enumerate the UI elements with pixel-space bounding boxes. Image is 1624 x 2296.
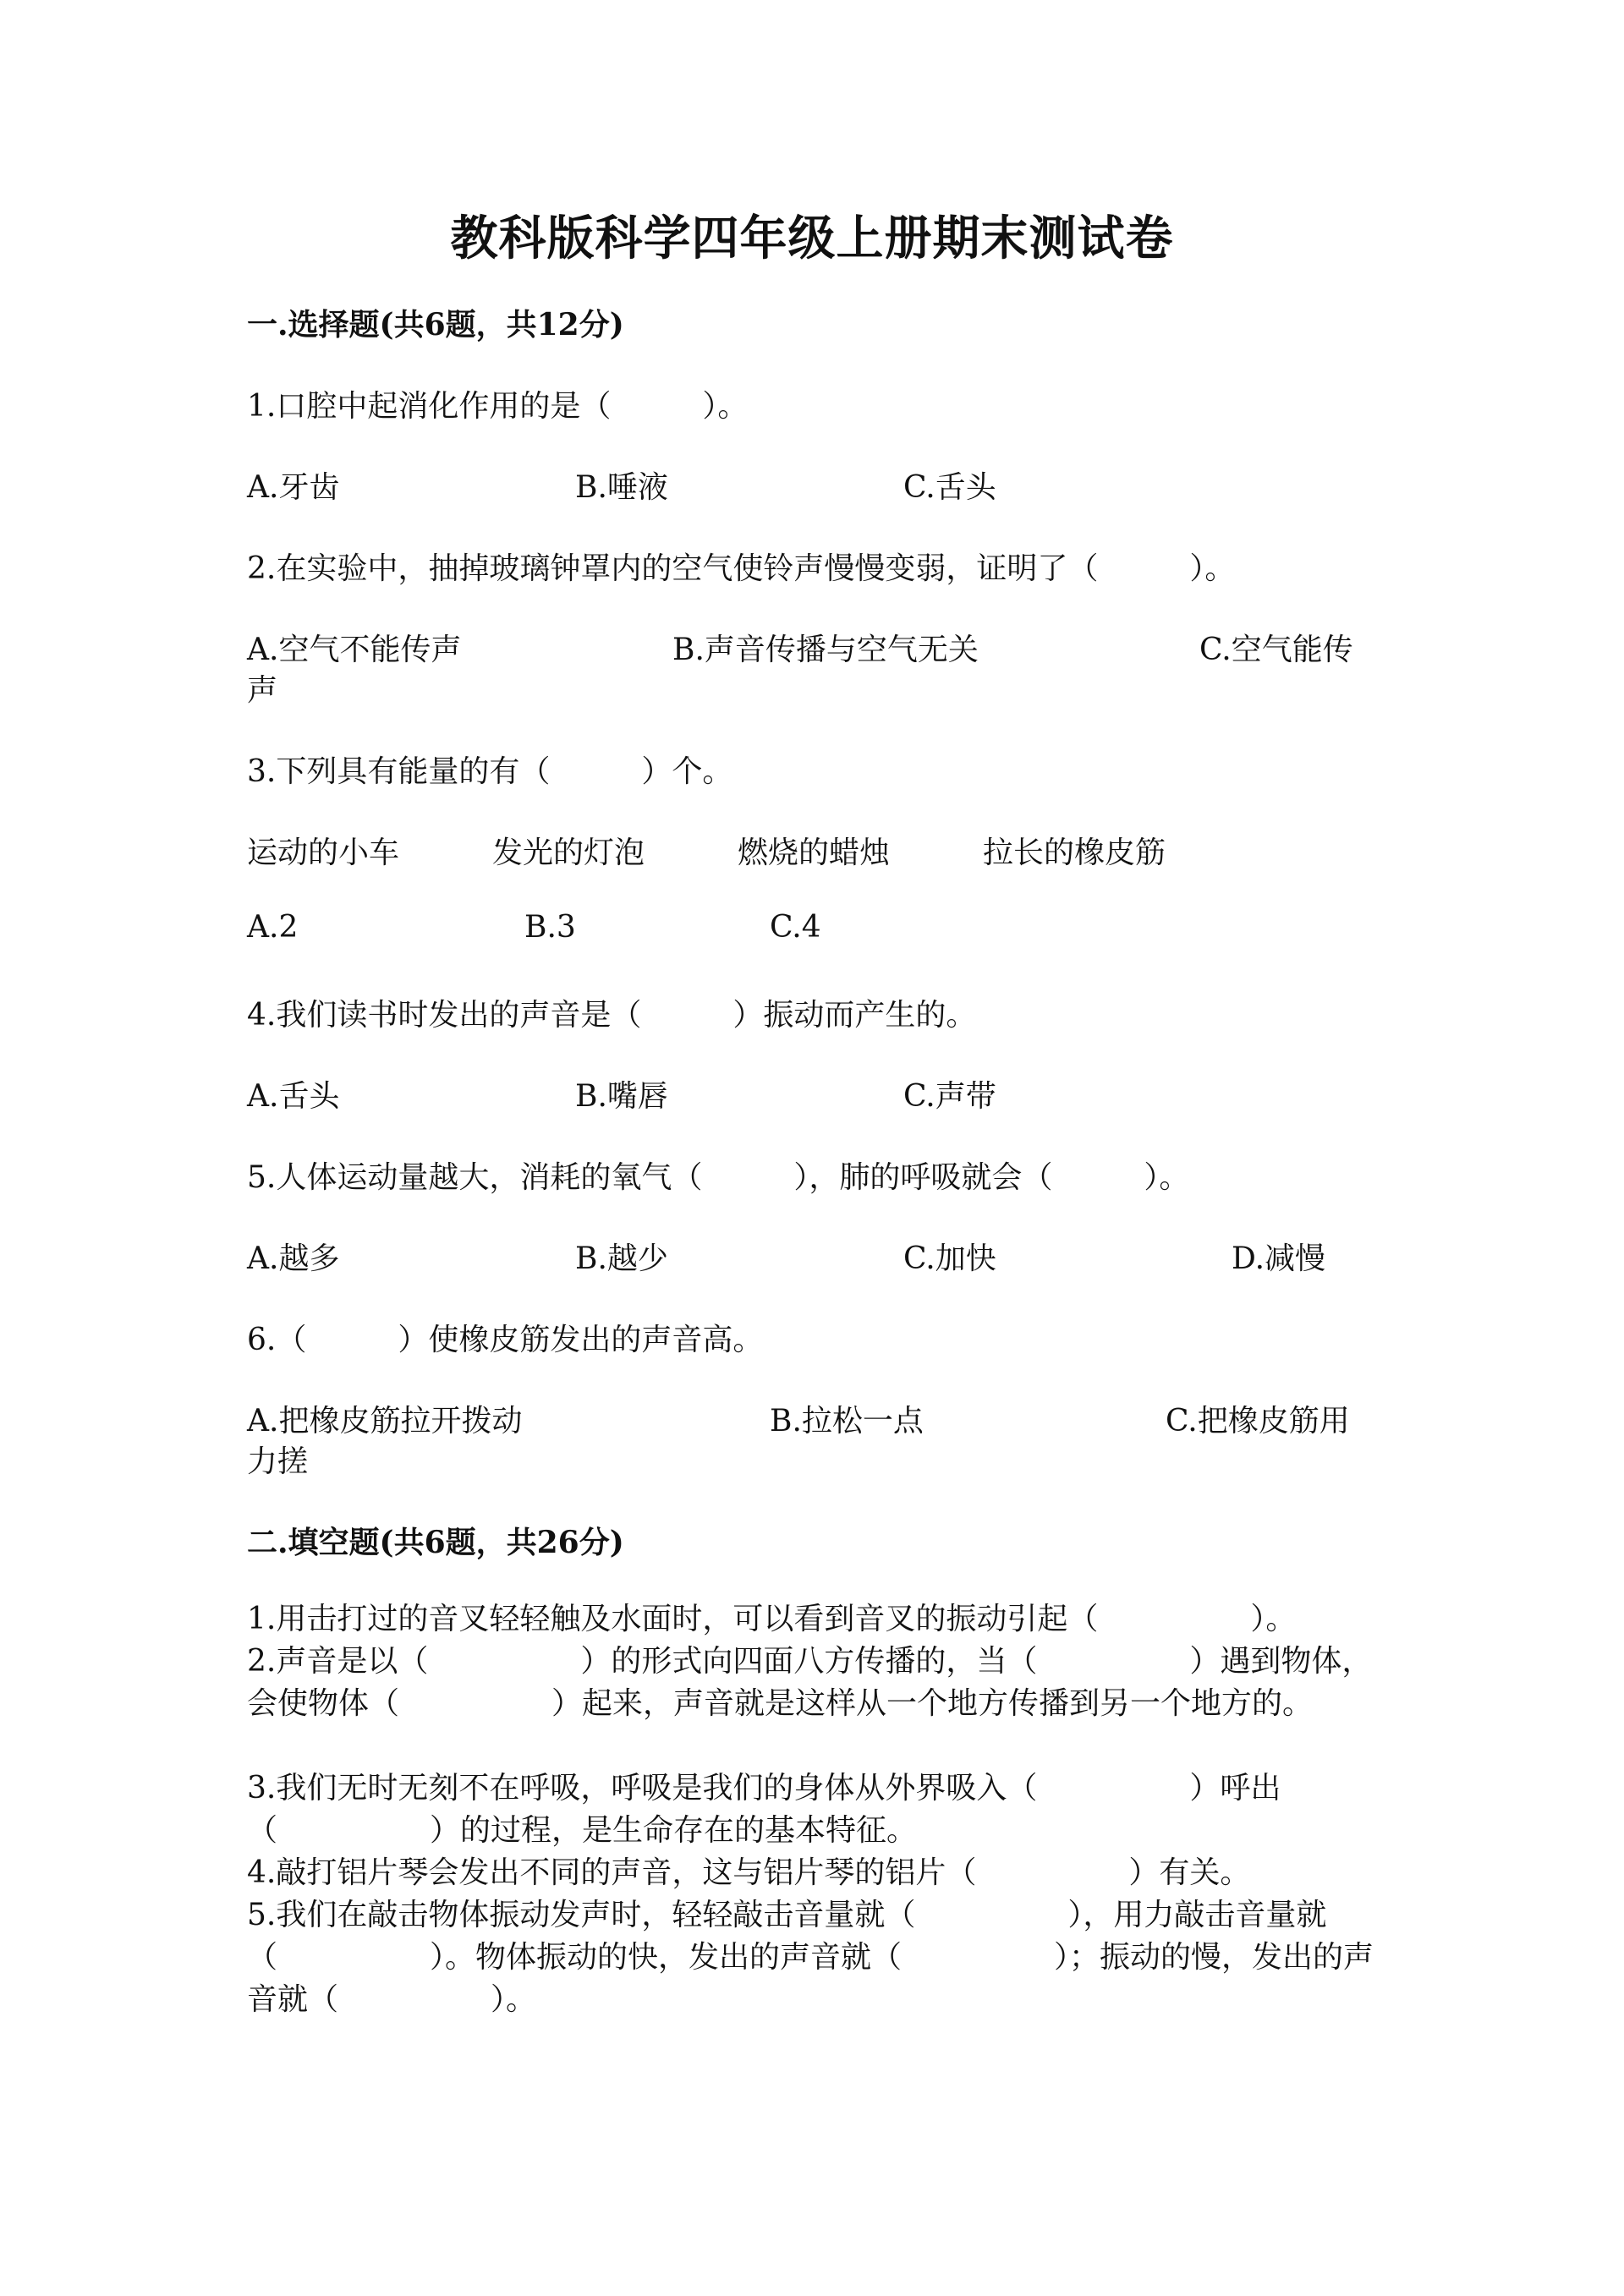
option-c: C.声带	[903, 1079, 996, 1114]
option-wrap-text: 力搓	[247, 1444, 309, 1479]
question-stem: 6.（ ）使橡皮筋发出的声音高。	[247, 1323, 764, 1357]
fill-question: 5.我们在敲击物体振动发声时，轻轻敲击音量就（ ），用力敲击音量就（ ）。物体振动的快，发出的声音就（ ）；振动的慢，发出的声音就（ ）。	[247, 1898, 1374, 2017]
section-heading-fill: 二.填空题(共6题，共26分)	[247, 1525, 624, 1560]
question-stem: 4.我们读书时发出的声音是（ ）振动而产生的。	[247, 998, 977, 1033]
question-stem: 1.口腔中起消化作用的是（ ）。	[247, 389, 749, 424]
option-c: C.加快	[903, 1241, 996, 1276]
page-title: 教科版科学四年级上册期末测试卷	[450, 211, 1174, 266]
option-b: B.拉松一点	[770, 1404, 924, 1438]
option-b: B.越少	[575, 1241, 668, 1276]
option-b: B.唾液	[575, 470, 668, 505]
option-wrap-text: 声	[247, 673, 278, 708]
question-stem: 2.在实验中，抽掉玻璃钟罩内的空气使铃声慢慢变弱，证明了（ ）。	[247, 551, 1236, 586]
fill-question: 3.我们无时无刻不在呼吸，呼吸是我们的身体从外界吸入（ ）呼出（ ）的过程，是生命存在的基本特征。	[247, 1771, 1281, 1848]
option-c: C.4	[770, 910, 821, 945]
fill-question: 2.声音是以（ ）的形式向四面八方传播的，当（ ）遇到物体，会使物体（ ）起来，声音就是这样从一个地方传播到另一个地方的。	[247, 1644, 1373, 1721]
question-stem: 3.下列具有能量的有（ ）个。	[247, 754, 733, 789]
list-item: 运动的小车	[247, 836, 400, 870]
list-item: 发光的灯泡	[492, 836, 645, 870]
fill-question: 4.敲打铝片琴会发出不同的声音，这与铝片琴的铝片（ ）有关。	[247, 1855, 1251, 1890]
section-heading-choice: 一.选择题(共6题，共12分)	[247, 307, 624, 342]
fill-question: 1.用击打过的音叉轻轻触及水面时，可以看到音叉的振动引起（ ）。	[247, 1602, 1297, 1636]
option-a: A.舌头	[247, 1079, 340, 1114]
question-stem: 5.人体运动量越大，消耗的氧气（ ），肺的呼吸就会（ ）。	[247, 1160, 1190, 1195]
option-a: A.2	[247, 910, 299, 945]
option-c: C.舌头	[903, 470, 996, 505]
option-a: A.空气不能传声	[247, 633, 462, 667]
option-c: C.把橡皮筋用	[1166, 1404, 1350, 1438]
option-a: A.把橡皮筋拉开拨动	[247, 1404, 523, 1438]
option-b: B.嘴唇	[575, 1079, 668, 1114]
list-item: 燃烧的蜡烛	[738, 836, 891, 870]
option-c: C.空气能传	[1199, 633, 1353, 667]
list-item: 拉长的橡皮筋	[983, 836, 1166, 870]
option-d: D.减慢	[1232, 1241, 1326, 1276]
option-a: A.越多	[247, 1241, 340, 1276]
option-a: A.牙齿	[247, 470, 340, 505]
option-b: B.3	[524, 910, 576, 945]
option-b: B.声音传播与空气无关	[672, 633, 979, 667]
